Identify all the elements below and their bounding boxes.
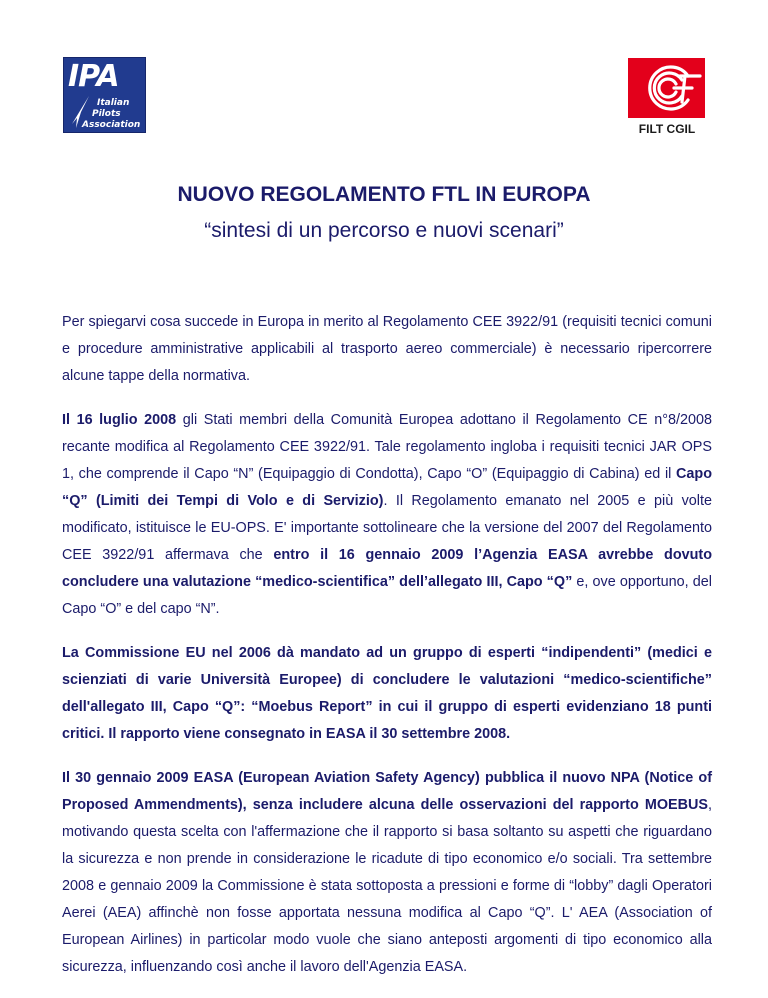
- capo-q-highlight: Capo “Q” (Limiti dei Tempi di Volo e di Servizio): [62, 466, 712, 509]
- paragraph-intro: [62, 309, 712, 390]
- regolamento-text-3: e, ove opportuno, del Capo “O” e del capo “N”.: [62, 574, 712, 617]
- paragraph-npa-2009: [62, 765, 712, 981]
- paragraph-regolamento-2008: [62, 407, 712, 623]
- npa-text: , motivando questa scelta con l'affermazione che il rapporto si basa soltanto su aspetti che riguardano la sicurezza e non prende in considerazione le ricadute di tipo economico e/o sociali. Tra settembre 2008 e gennaio 2009 la Commissione è stata sottoposta a pressioni e forme di “lobby” dagli Operatori Aerei (AEA) affinchè non fosse apportata nessuna modifica al Capo “Q”. L' AEA (Association of European Airlines) in particolar modo vuole che siano anteposti argomenti di tipo economico alla sicurezza, influenzando così anche il lavoro dell'Agenzia EASA.: [62, 797, 712, 975]
- ipa-logo-line3: Association: [82, 120, 141, 130]
- ipa-logo: [63, 57, 146, 133]
- ipa-logo-line2: Pilots: [92, 109, 121, 119]
- filt-cgil-mark-icon: [628, 58, 705, 118]
- easa-deadline-highlight: entro il 16 gennaio 2009 l’Agenzia EASA avrebbe dovuto concludere una valutazione “medico-scientifica” dell’allegato III, Capo “Q”: [62, 547, 713, 590]
- regolamento-text-2: . Il Regolamento emanato nel 2005 e più volte modificato, istituisce le EU-OPS. E' importante sottolineare che la versione del 2007 del Regolamento CEE 3922/91 affermava che: [62, 493, 712, 563]
- filt-cgil-caption: FILT CGIL: [638, 122, 696, 136]
- paragraph-moebus-report: [62, 640, 712, 748]
- ipa-logo-line1: Italian: [97, 98, 130, 108]
- intro-text: Per spiegarvi cosa succede in Europa in merito al Regolamento CEE 3922/91 (requisiti tecnici comuni e procedure amministrative applicabili al trasporto aereo commerciale) è necessario ripercorrere alcune tappe della normativa.: [62, 314, 712, 384]
- npa-highlight: Il 30 gennaio 2009 EASA (European Aviation Safety Agency) pubblica il nuovo NPA (Notice of Proposed Ammendments), senza includere alcuna delle osservazioni del rapporto MOEBUS: [62, 770, 712, 813]
- date-16-luglio-2008: Il 16 luglio 2008: [62, 412, 177, 428]
- filt-cgil-logo: [624, 58, 710, 142]
- page-subtitle: “sintesi di un percorso e nuovi scenari”: [204, 219, 564, 242]
- document-body: [62, 309, 712, 998]
- page-title: NUOVO REGOLAMENTO FTL IN EUROPA: [177, 183, 591, 206]
- moebus-report-text: La Commissione EU nel 2006 dà mandato ad un gruppo di esperti “indipendenti” (medici e scienziati di varie Università Europee) di concludere le valutazioni “medico-scientifiche” dell'allegato III, Capo “Q”: “Moebus Report” in cui il gruppo di esperti evidenziano 18 punti critici. Il rapporto viene consegnato in EASA il 30 settembre 2008.: [62, 645, 712, 742]
- ipa-logo-abbr: IPA: [68, 59, 119, 94]
- regolamento-text-1: gli Stati membri della Comunità Europea adottano il Regolamento CE n°8/2008 recante modifica al Regolamento CEE 3922/91. Tale regolamento ingloba i requisiti tecnici JAR OPS 1, che comprende il Capo “N” (Equipaggio di Condotta), Capo “O” (Equipaggio di Cabina) ed il: [62, 412, 712, 482]
